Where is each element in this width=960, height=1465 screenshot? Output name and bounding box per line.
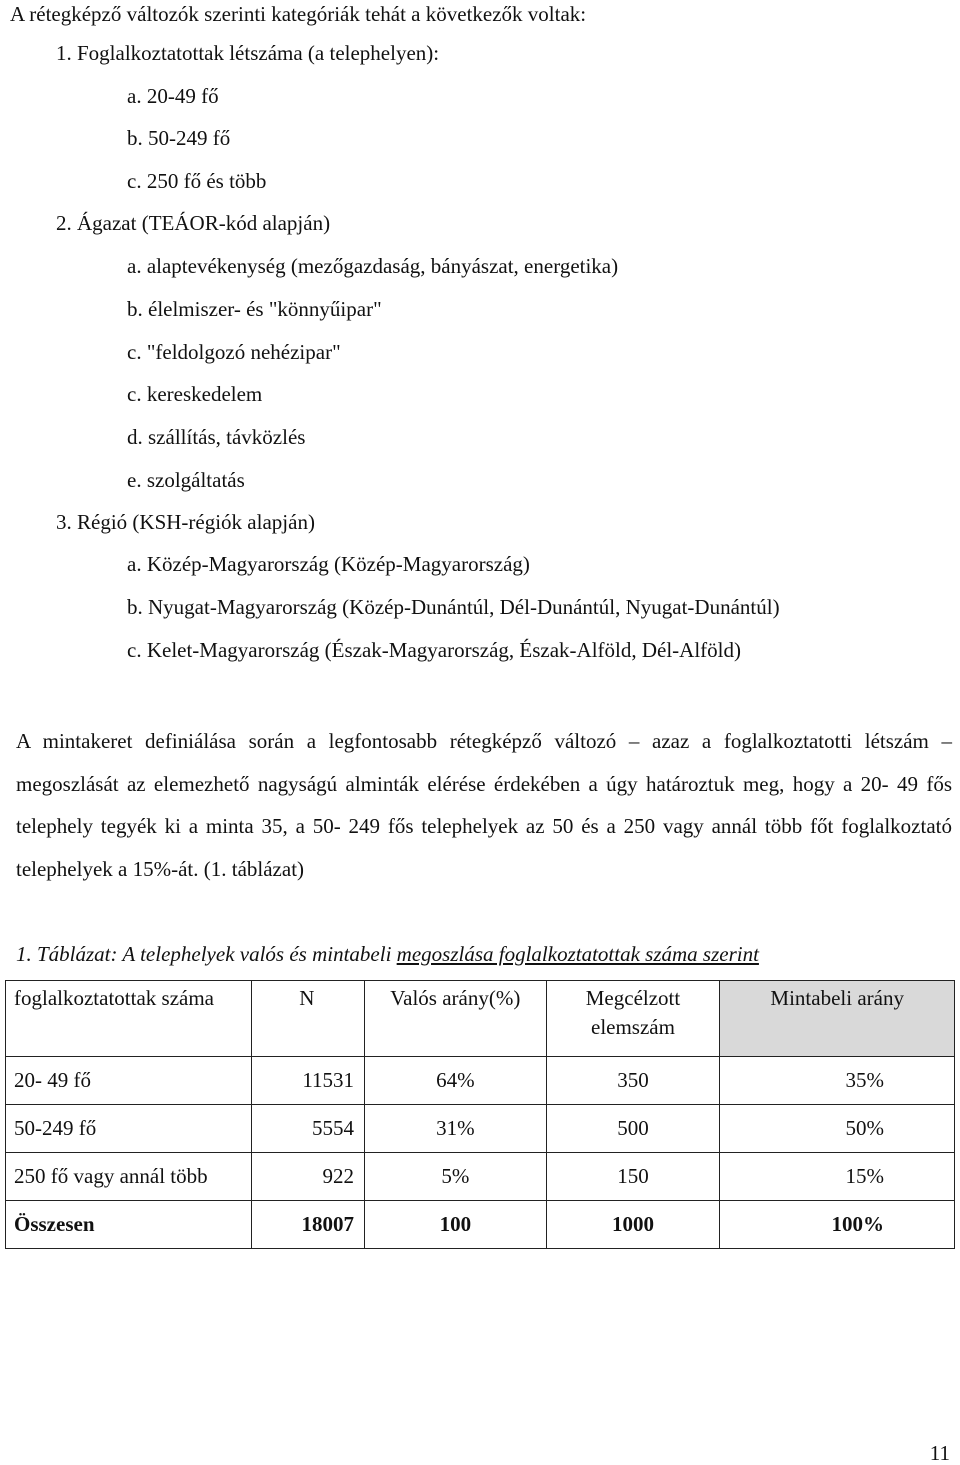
header-cell: N <box>251 981 364 1057</box>
table-total-row <box>6 1201 955 1249</box>
table-row <box>6 1105 955 1153</box>
outline-letter: c. <box>127 638 142 662</box>
outline-text: Nyugat-Magyarország (Közép-Dunántúl, Dél-Dunántúl, Nyugat-Dunántúl) <box>148 595 780 619</box>
outline-letter: a. <box>127 552 142 576</box>
table-cell: 250 fő vagy annál több <box>6 1153 252 1201</box>
outline-text: 250 fő és több <box>146 169 267 193</box>
caption-prefix: 1. Táblázat: A telephelyek valós és mintabeli <box>16 942 397 966</box>
outline-letter: c. <box>127 382 142 406</box>
outline-letter: a. <box>127 254 142 278</box>
page-number: 11 <box>929 1441 950 1465</box>
table-cell: 150 <box>546 1153 720 1201</box>
outline-number: 2. <box>56 211 72 235</box>
outline-letter: b. <box>127 126 143 150</box>
intro-line: A rétegképző változók szerinti kategóriák tehát a következők voltak: <box>10 2 587 26</box>
table-row <box>6 1057 955 1105</box>
outline-letter: e. <box>127 468 142 492</box>
header-cell: foglalkoztatottak száma <box>6 981 252 1057</box>
outline-letter: b. <box>127 595 143 619</box>
table-row <box>6 1153 955 1201</box>
table-cell: 50% <box>720 1105 955 1153</box>
distribution-table <box>5 980 955 1249</box>
table-cell: 35% <box>720 1057 955 1105</box>
outline-letter: c. <box>127 340 142 364</box>
outline-item <box>56 210 330 236</box>
outline-item <box>127 637 741 663</box>
table-cell: 5554 <box>251 1105 364 1153</box>
table-cell: 15% <box>720 1153 955 1201</box>
outline-text: Régió (KSH-régiók alapján) <box>77 510 315 534</box>
outline-text: élelmiszer- és "könnyűipar" <box>148 297 382 321</box>
outline-text: Közép-Magyarország (Közép-Magyarország) <box>146 552 530 576</box>
outline-item <box>127 83 219 109</box>
outline-letter: a. <box>127 84 142 108</box>
outline-number: 3. <box>56 510 72 534</box>
outline-text: 50-249 fő <box>148 126 231 150</box>
outline-text: Kelet-Magyarország (Észak-Magyarország, Észak-Alföld, Dél-Alföld) <box>146 638 742 662</box>
table-cell: Összesen <box>6 1201 252 1249</box>
outline-text: kereskedelem <box>146 382 263 406</box>
outline-item <box>127 296 382 322</box>
outline-number: 1. <box>56 41 72 65</box>
outline-text: szállítás, távközlés <box>148 425 306 449</box>
table-cell: 1000 <box>546 1201 720 1249</box>
outline-item <box>127 381 262 407</box>
outline-item <box>127 125 230 151</box>
header-cell: Valós arány(%) <box>365 981 547 1057</box>
body-paragraph: A mintakeret definiálása során a legfontosabb rétegképző változó – azaz a foglalkoztatotti létszám – megoszlását az elemezhető nagyságú alminták elérése érdekében a úgy határoztuk meg, hogy a 20- 49 fős telephely tegyék ki a minta 35, a 50- 249 fős telephelyek az 50 és a 250 vagy annál több főt foglalkoztató telephelyek a 15%-át. (1. táblázat) <box>16 729 952 881</box>
table-cell: 64% <box>365 1057 547 1105</box>
outline-item <box>127 594 780 620</box>
table-header-row <box>6 981 955 1057</box>
table-cell: 18007 <box>251 1201 364 1249</box>
table-cell: 11531 <box>251 1057 364 1105</box>
table-cell: 5% <box>365 1153 547 1201</box>
table-cell: 20- 49 fő <box>6 1057 252 1105</box>
outline-item <box>127 339 341 365</box>
outline-letter: d. <box>127 425 143 449</box>
table-cell: 100% <box>720 1201 955 1249</box>
table-caption <box>16 941 759 967</box>
table-cell: 922 <box>251 1153 364 1201</box>
caption-underlined: megoszlása foglalkoztatottak száma szerint <box>396 942 759 966</box>
outline-text: Foglalkoztatottak létszáma (a telephelyen): <box>77 41 440 65</box>
outline-letter: c. <box>127 169 142 193</box>
table-cell: 350 <box>546 1057 720 1105</box>
outline-text: "feldolgozó nehézipar" <box>146 340 341 364</box>
table-cell: 500 <box>546 1105 720 1153</box>
outline-item <box>127 424 305 450</box>
outline-item <box>56 509 315 535</box>
header-cell: Megcélzott elemszám <box>546 981 720 1057</box>
table-cell: 31% <box>365 1105 547 1153</box>
table-cell: 100 <box>365 1201 547 1249</box>
outline-letter: b. <box>127 297 143 321</box>
outline-item <box>56 40 439 66</box>
outline-text: alaptevékenység (mezőgazdaság, bányászat, energetika) <box>146 254 619 278</box>
outline-text: szolgáltatás <box>146 468 245 492</box>
outline-text: 20-49 fő <box>146 84 219 108</box>
outline-text: Ágazat (TEÁOR-kód alapján) <box>77 211 331 235</box>
outline-item <box>127 253 618 279</box>
outline-item <box>127 168 266 194</box>
outline-item <box>127 551 530 577</box>
table-cell: 50-249 fő <box>6 1105 252 1153</box>
header-cell: Mintabeli arány <box>720 981 955 1057</box>
outline-item <box>127 467 245 493</box>
